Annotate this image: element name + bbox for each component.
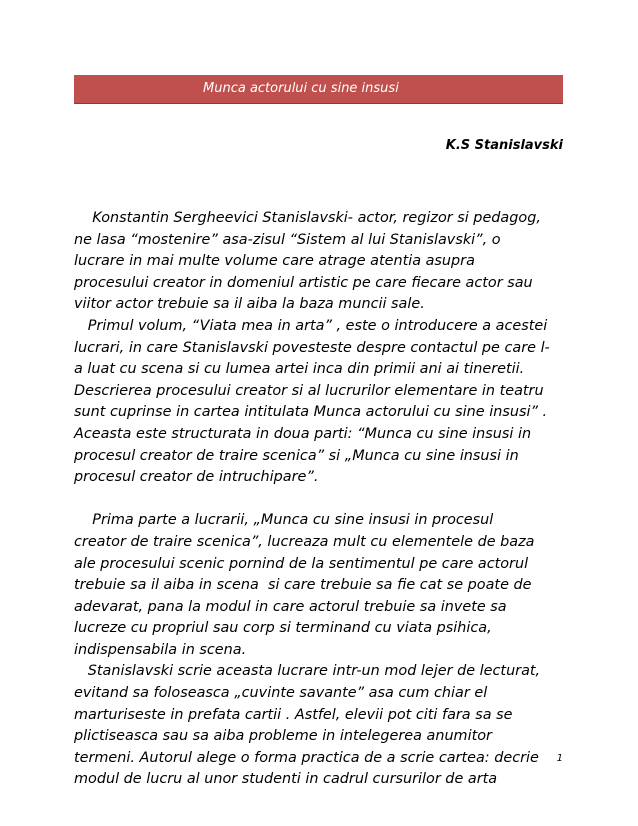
paragraph	[74, 208, 566, 316]
text-line: trebuie sa il aiba in scena si care trebuie sa fie cat se poate de	[74, 577, 532, 594]
paragraph	[74, 510, 566, 661]
text-line: Konstantin Sergheevici Stanislavski- actor, regizor si pedagog,	[74, 210, 541, 226]
text-line: procesului creator in domeniul artistic pe care fiecare actor sau	[74, 274, 533, 291]
text-line: Descrierea procesului creator si al lucrurilor elementare in teatru	[74, 382, 544, 399]
text-line: lucreze cu propriul sau corp si terminand cu viata psihica,	[74, 620, 492, 637]
paragraph	[74, 316, 566, 489]
text-line: termeni. Autorul alege o forma practica de a scrie cartea: decrie	[74, 749, 539, 766]
document-title: Munca actorului cu sine insusi	[203, 81, 399, 96]
text-line: modul de lucru al unor studenti in cadrul cursurilor de arta	[74, 771, 498, 788]
text-line: indispensabila in scena.	[74, 641, 247, 658]
text-line: marturiseste in prefata cartii . Astfel, elevii pot citi fara sa se	[74, 706, 513, 723]
text-line: plictiseasca sau sa aiba probleme in intelegerea anumitor	[74, 728, 492, 745]
text-line: creator de traire scenica”, lucreaza mult cu elementele de baza	[74, 533, 535, 550]
text-line: lucrari, in care Stanislavski povesteste despre contactul pe care l-	[74, 339, 550, 356]
text-line: Stanislavski scrie aceasta lucrare intr-un mod lejer de lecturat,	[74, 663, 541, 680]
text-line: Prima parte a lucrarii, „Munca cu sine insusi in procesul	[74, 512, 494, 529]
header-bar	[74, 75, 563, 104]
text-line: lucrare in mai multe volume care atrage atentia asupra	[74, 253, 475, 270]
text-line: ne lasa “mostenire” asa-zisul “Sistem al lui Stanislavski”, o	[74, 231, 501, 248]
author-name: K.S Stanislavski	[445, 138, 563, 153]
text-line: Primul volum, “Viata mea in arta” , este o introducere a acestei	[74, 317, 548, 334]
text-line: procesul creator de intruchipare”.	[74, 469, 319, 486]
text-line: evitand sa foloseasca „cuvinte savante” asa cum chiar el	[74, 685, 488, 702]
text-line: a luat cu scena si cu lumea artei inca din primii ani ai tineretii.	[74, 361, 525, 378]
text-line: Aceasta este structurata in doua parti: “Munca cu sine insusi in	[74, 425, 532, 442]
text-line: adevarat, pana la modul in care actorul trebuie sa invete sa	[74, 598, 507, 615]
body-text	[74, 208, 566, 791]
text-line: sunt cuprinse in cartea intitulata Munca actorului cu sine insusi” .	[74, 404, 548, 421]
paragraph	[74, 661, 566, 791]
page-number: 1	[556, 753, 563, 764]
text-line: viitor actor trebuie sa il aiba la baza muncii sale.	[74, 296, 425, 313]
text-line: ale procesului scenic pornind de la sentimentul pe care actorul	[74, 555, 529, 572]
paragraph-gap	[74, 489, 566, 511]
text-line: procesul creator de traire scenica” si „Munca cu sine insusi in	[74, 447, 519, 464]
